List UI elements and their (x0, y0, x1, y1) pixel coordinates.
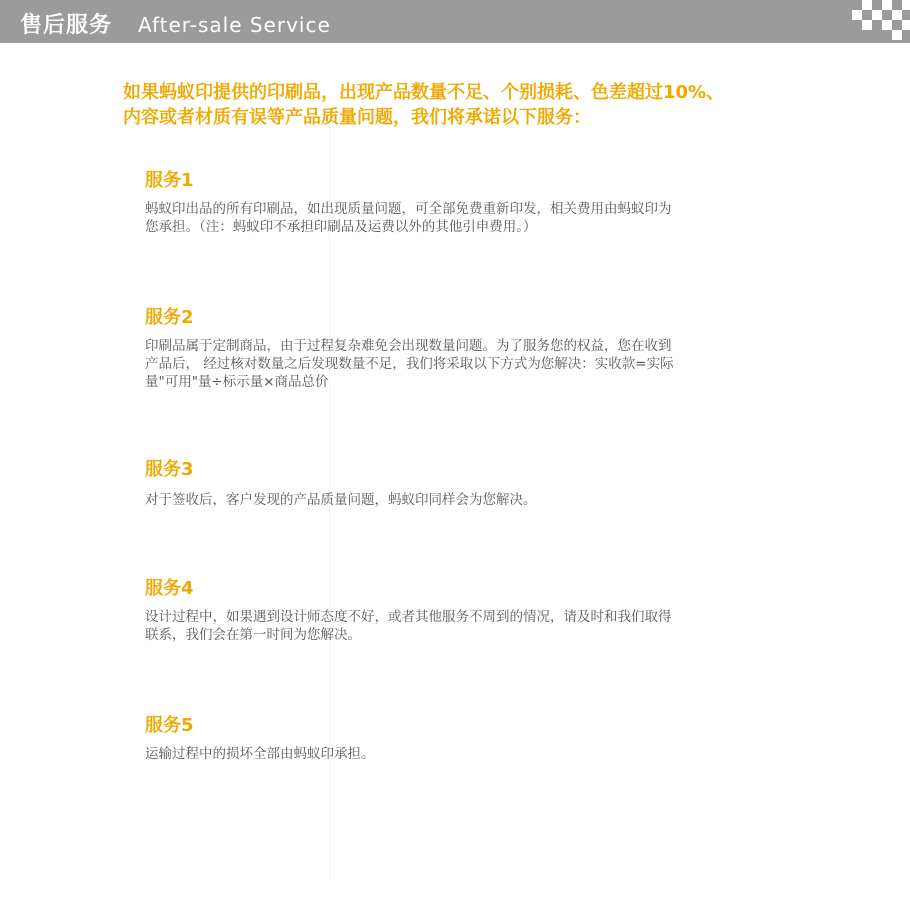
intro-line-2: 内容或者材质有误等产品质量问题，我们将承诺以下服务： (123, 107, 591, 128)
service-2-line-3: 量"可用"量÷标示量×商品总价 (145, 374, 329, 390)
checker-decoration-icon (852, 0, 910, 43)
service-3 (145, 455, 745, 509)
service-4-body (145, 608, 745, 644)
page-header (0, 0, 910, 43)
service-2-line-1: 印刷品属于定制商品，由于过程复杂难免会出现数量问题。为了服务您的权益，您在收到 (145, 338, 672, 354)
service-1-title: 服务1 (145, 170, 194, 191)
service-1-line-1: 蚂蚁印出品的所有印刷品，如出现质量问题，可全部免费重新印发，相关费用由蚂蚁印为 (145, 201, 672, 217)
service-5 (145, 711, 745, 763)
service-2-line-2: 产品后， 经过核对数量之后发现数量不足，我们将采取以下方式为您解决：实收款=实际 (145, 356, 674, 372)
header-title-zh: 售后服务 (20, 13, 113, 38)
service-3-body (145, 491, 745, 509)
service-2-body (145, 337, 745, 391)
intro-line-1: 如果蚂蚁印提供的印刷品，出现产品数量不足、个别损耗、色差超过10%、 (123, 82, 725, 103)
intro-statement (123, 80, 823, 130)
service-4-title: 服务4 (145, 578, 194, 599)
service-4 (145, 574, 745, 644)
service-2-title: 服务2 (145, 307, 194, 328)
service-4-line-2: 联系，我们会在第一时间为您解决。 (145, 627, 361, 643)
header-title-en: After-sale Service (138, 13, 331, 37)
service-3-title: 服务3 (145, 459, 194, 480)
service-3-line-1: 对于签收后，客户发现的产品质量问题，蚂蚁印同样会为您解决。 (145, 492, 537, 508)
service-5-body (145, 745, 745, 763)
service-1-body (145, 200, 745, 236)
service-1-line-2: 您承担。（注：蚂蚁印不承担印刷品及运费以外的其他引申费用。） (145, 219, 537, 235)
service-4-line-1: 设计过程中，如果遇到设计师态度不好，或者其他服务不周到的情况，请及时和我们取得 (145, 609, 672, 625)
service-2 (145, 303, 745, 391)
service-5-title: 服务5 (145, 715, 194, 736)
service-1 (145, 166, 745, 236)
service-5-line-1: 运输过程中的损坏全部由蚂蚁印承担。 (145, 746, 375, 762)
